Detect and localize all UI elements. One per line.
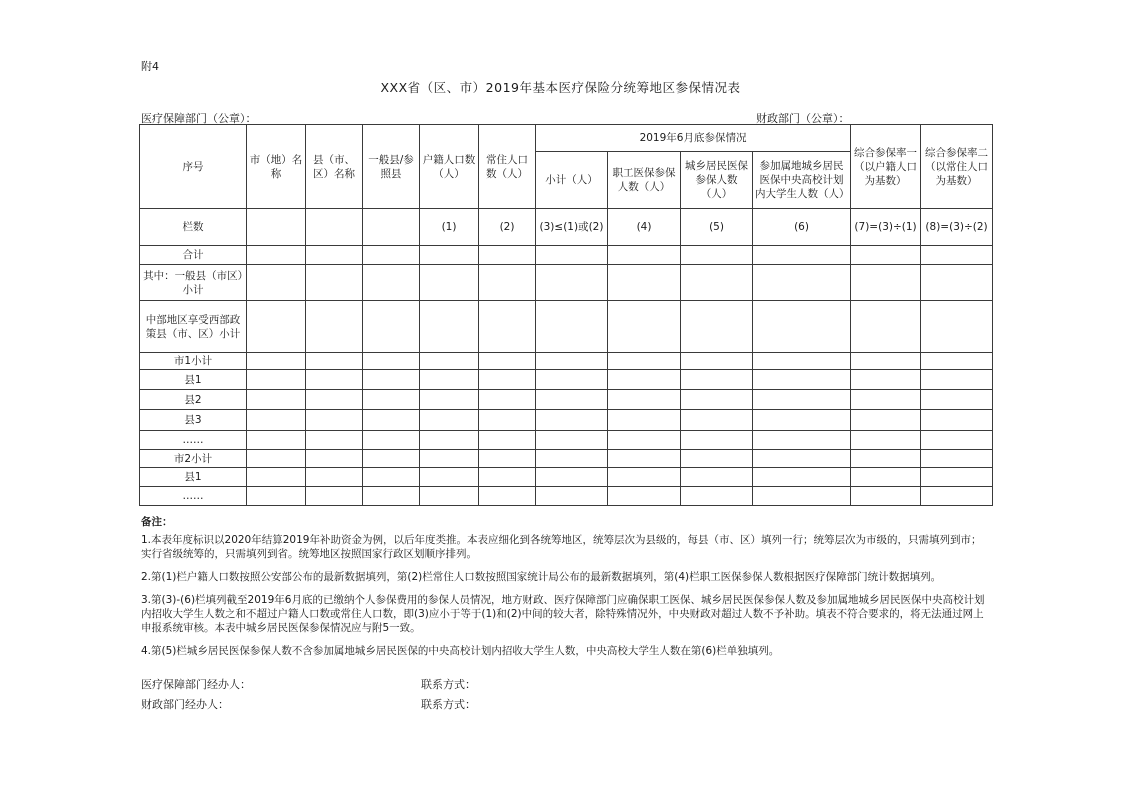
table-cell [363,209,420,246]
table-row [140,487,993,506]
header-employee-insured: 职工医保参保人数（人） [608,152,681,209]
header-county: 县（市、区）名称 [306,125,363,209]
finance-handler-label: 财政部门经办人： [141,698,229,711]
row-label: 市1小计 [140,353,247,370]
row-label: 县1 [140,370,247,390]
table-row [140,246,993,265]
medical-dept-seal-label: 医疗保障部门（公章）： [141,112,257,125]
row-label: 县2 [140,390,247,410]
header-huji-population: 户籍人口数（人） [420,125,479,209]
table-row [140,468,993,487]
header-resident-insured: 城乡居民医保参保人数（人） [681,152,753,209]
table-cell: (1) [420,209,479,246]
finance-contact-label: 联系方式： [421,698,476,711]
row-label: …… [140,487,247,506]
enrollment-table [139,124,993,506]
table-row [140,353,993,370]
note-item: 4.第(5)栏城乡居民医保参保人数不含参加属地城乡居民医保的中央高校计划内招收大学生人数，中央高校大学生人数在第(6)栏单独填列。 [141,645,780,657]
finance-dept-seal-label: 财政部门（公章）： [756,112,850,125]
header-rate-one: 综合参保率一（以户籍人口为基数） [851,125,921,209]
header-city: 市（地）名称 [247,125,306,209]
column-number-row [140,209,993,246]
table-header-row [140,125,993,152]
table-row [140,390,993,410]
row-label: 县3 [140,410,247,431]
header-seq: 序号 [140,125,247,209]
table-row [140,301,993,353]
table-row [140,431,993,450]
table-cell: (4) [608,209,681,246]
row-label: 市2小计 [140,450,247,468]
table-cell: (8)=(3)÷(2) [921,209,993,246]
attachment-label: 附4 [141,60,159,73]
page-title: XXX省（区、市）2019年基本医疗保险分统筹地区参保情况表 [380,80,741,95]
table-row [140,370,993,390]
note-item: 1.本表年度标识以2020年结算2019年补助资金为例，以后年度类推。本表应细化到各统筹地区，统筹层次为县级的，每县（市、区）填列一行；统筹层次为市级的，只需填列到市；实行省级统筹的，只需填列到省。统筹地区按照国家行政区划顺序排列。 [141,534,982,560]
table-cell [247,209,306,246]
medical-handler-label: 医疗保障部门经办人： [141,678,251,691]
table-cell: (5) [681,209,753,246]
table-row [140,450,993,468]
header-enrollment-group: 2019年6月底参保情况 [536,125,851,152]
table-cell: (6) [753,209,851,246]
row-label: …… [140,431,247,450]
header-county-type: 一般县/参照县 [363,125,420,209]
row-label: 其中：一般县（市区）小计 [140,265,247,301]
row-label: 合计 [140,246,247,265]
table-cell: (2) [479,209,536,246]
table-cell: (7)=(3)÷(1) [851,209,921,246]
header-changzhu-population: 常住人口数（人） [479,125,536,209]
note-item: 2.第(1)栏户籍人口数按照公安部公布的最新数据填列，第(2)栏常住人口数按照国家统计局公布的最新数据填列，第(4)栏职工医保参保人数根据医疗保障部门统计数据填列。 [141,571,942,583]
table-cell [306,209,363,246]
row-label: 县1 [140,468,247,487]
header-subtotal: 小计（人） [536,152,608,209]
table-cell: (3)≤(1)或(2) [536,209,608,246]
header-rate-two: 综合参保率二（以常住人口为基数） [921,125,993,209]
notes-heading: 备注： [141,516,173,528]
medical-contact-label: 联系方式： [421,678,476,691]
notes-section [141,515,991,667]
table-cell: 栏数 [140,209,247,246]
header-university-students: 参加属地城乡居民医保中央高校计划内大学生人数（人） [753,152,851,209]
row-label: 中部地区享受西部政策县（市、区）小计 [140,301,247,353]
table-row [140,265,993,301]
table-row [140,410,993,431]
note-item: 3.第(3)-(6)栏填列截至2019年6月底的已缴纳个人参保费用的参保人员情况，地方财政、医疗保障部门应确保职工医保、城乡居民医保参保人数及参加属地城乡居民医保中央高校计划内招收大学生人数之和不超过户籍人口数或常住人口数，即(3)应小于等于(1)和(2)中间的较大者，除特殊情况外，中央财政对超过人数不予补助。填表不符合要求的，将无法通过网上申报系统审核。本表中城乡居民医保参保情况应与附5一致。 [141,594,985,634]
